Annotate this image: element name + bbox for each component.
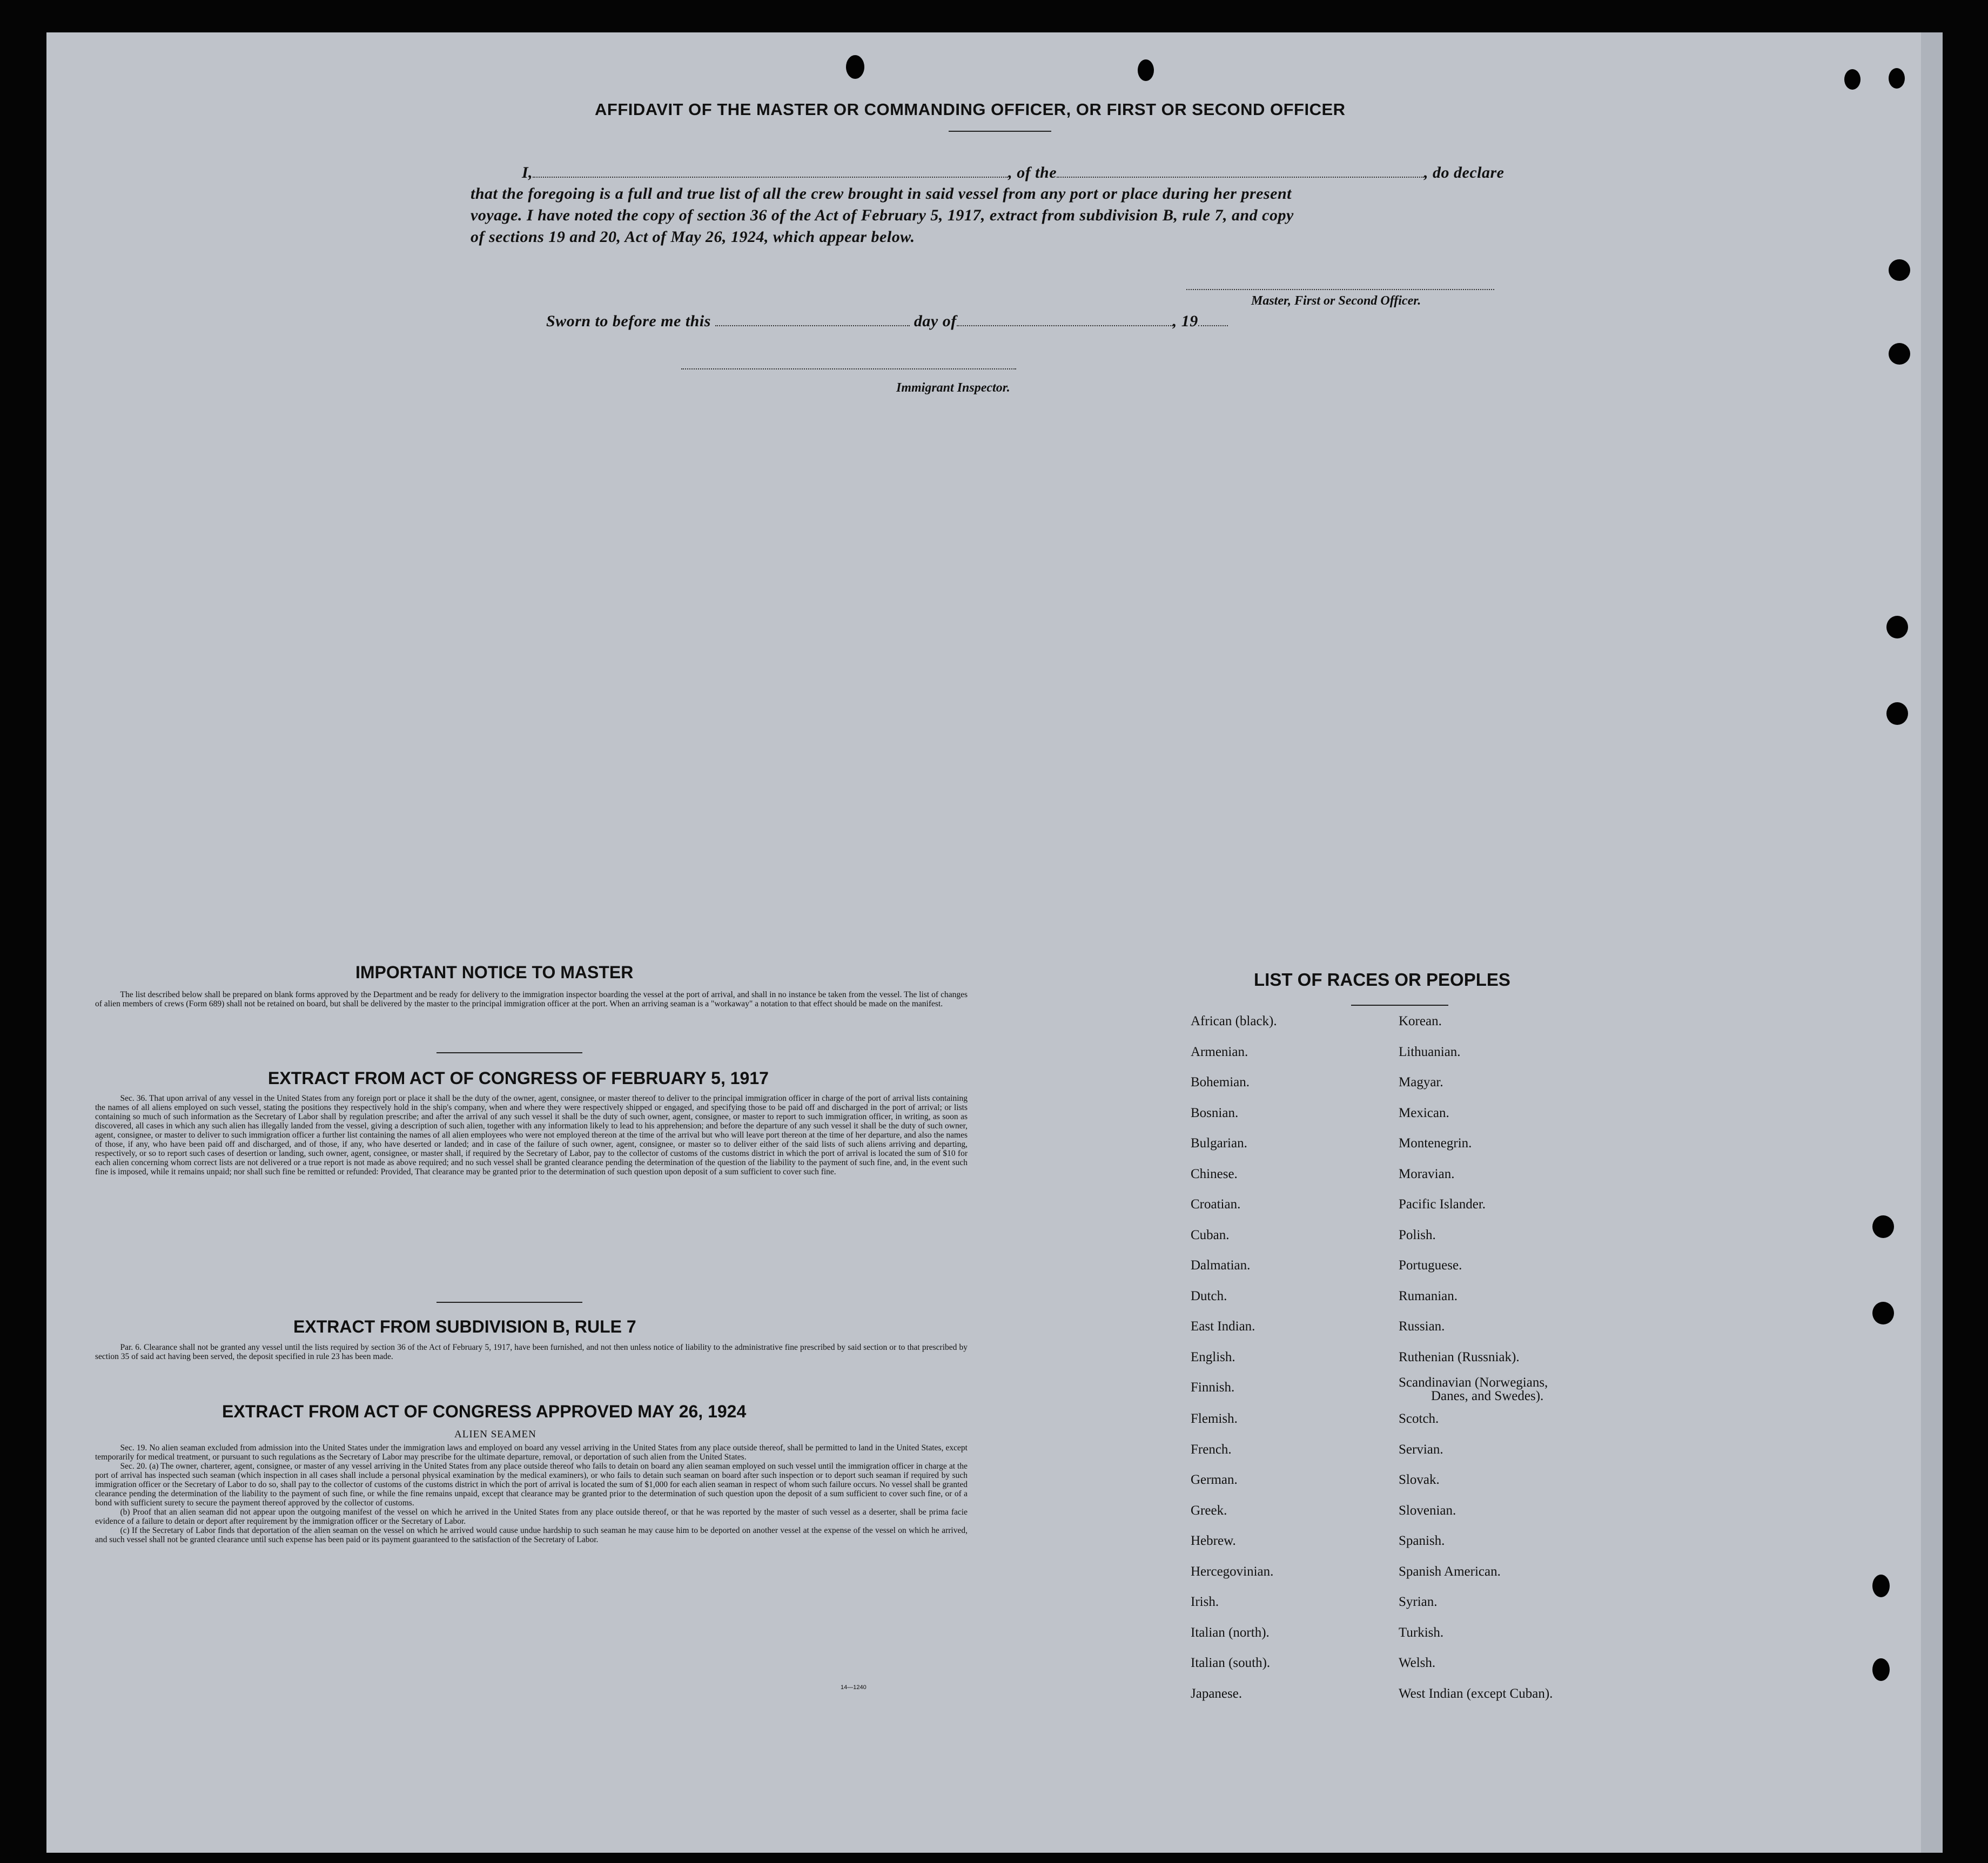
vessel-blank[interactable] [1057, 177, 1424, 178]
race-left-item: Croatian. [1191, 1197, 1241, 1212]
race-right-item: Scotch. [1399, 1411, 1439, 1426]
inspector-signature-line[interactable] [681, 368, 1016, 369]
race-left-item: Greek. [1191, 1503, 1227, 1518]
affidavit-line-2: that the foregoing is a full and true list of all the crew brought in said vessel from any port or place during her present [471, 185, 1292, 203]
affidavit-line-1 [522, 164, 1504, 182]
form-number: 14—1240 [841, 1684, 867, 1691]
race-right-item: Spanish. [1399, 1534, 1445, 1548]
sec-20c: (c) If the Secretary of Labor finds that deportation of the alien seaman on the vessel on which he arrived would cause undue hardship to such seaman he may cause him to be deported on another vessel at the expense of the vessel on which he arrived, and such vessel shall not be granted clearance until such expense has been paid or its payment guaranteed to the satisfaction of the Secretary of Labor. [95, 1526, 968, 1544]
affidavit-i-label: I, [522, 164, 533, 181]
day-of-label: day of [914, 312, 957, 330]
sworn-day-blank[interactable] [715, 325, 910, 326]
punch-hole [1886, 616, 1908, 638]
sec-20b: (b) Proof that an alien seaman did not appear upon the outgoing manifest of the vessel on which he arrived in the United States from any place outside thereof, or that he was reported by the master of such vessel as a deserter, shall be prima facie evidence of a failure to detain or deport after requirement by the immigration officer or the Secretary of Labor. [95, 1508, 968, 1526]
notice-text: The list described below shall be prepared on blank forms approved by the Department and be ready for delivery to the immigration inspector boarding the vessel at the port of arrival, and shall in no instance be taken from the vessel. The list of changes of alien members of crews (Form 689) shall not be retained on board, but shall be delivered by the master to the principal immigration officer at the port. When an arriving seaman is a "workaway" a notation to that effect should be made on the manifest. [95, 990, 968, 1008]
race-left-item: Cuban. [1191, 1228, 1230, 1242]
race-left-item: German. [1191, 1472, 1238, 1487]
race-left-item: Armenian. [1191, 1045, 1248, 1059]
race-left-item: Dalmatian. [1191, 1258, 1251, 1273]
sworn-month-blank[interactable] [957, 325, 1173, 326]
race-right-item: Korean. [1399, 1014, 1442, 1028]
races-title: LIST OF RACES OR PEOPLES [1254, 970, 1510, 990]
extract-1917-text: Sec. 36. That upon arrival of any vessel in the United States from any foreign port or place it shall be the duty of the owner, agent, consignee, or master thereof to deliver to the principal immigration officer in charge of the port of arrival lists containing the names of all aliens employed on such vessel, stating the positions they respectively hold in the ship's company, when and where they were respectively shipped or engaged, and specifying those to be paid off and discharged in the port of arrival; or lists containing so much of such information as the Secretary of Labor shall by regulation prescribe; and after the arrival of any such vessel it shall be the duty of such owner, agent, consignee, or master to report to such immigration officer, in writing, as soon as discovered, all cases in which any such alien has illegally landed from the vessel, giving a description of such alien, together with any information likely to lead to his apprehension; and before the departure of any such vessel it shall be the duty of such owner, agent, consignee, or master to deliver to such immigration officer a further list containing the names of all alien employees who were not employed thereon at the time of the arrival but who will leave port thereon at the time of her departure, and also the names of those, if any, who have been paid off and discharged, and of those, if any, who have deserted or landed; and in case of the failure of such owner, agent, consignee, or master so to deliver either of the said lists of such aliens arriving and departing, respectively, or so to report such cases of desertion or landing, such owner, agent, consignee, or master shall, if required by the Secretary of Labor, pay to the collector of customs of the customs district in which the port of arrival is located the sum of $10 for each alien concerning whom correct lists are not delivered or a true report is not made as above required; and no such vessel shall be granted clearance pending the determination of the question of the liability to the payment of such fine, and, in the event such fine is imposed, while it remains unpaid; nor shall such fine be remitted or refunded: Provided, That clearance may be granted prior to the determination of such question upon deposit of a sum sufficient to cover such fine. [95, 1094, 968, 1176]
divider [949, 131, 1051, 132]
punch-hole [846, 55, 864, 79]
race-right-item: Turkish. [1399, 1625, 1444, 1640]
race-right-item: Welsh. [1399, 1656, 1436, 1670]
year-label: , 19 [1172, 312, 1198, 330]
race-left-item: Chinese. [1191, 1167, 1238, 1181]
race-left-item: English. [1191, 1350, 1235, 1364]
divider [436, 1302, 582, 1303]
punch-hole [1889, 259, 1910, 281]
punch-hole [1844, 69, 1861, 90]
race-left-item: Bosnian. [1191, 1106, 1239, 1120]
sec-19: Sec. 19. No alien seaman excluded from admission into the United States under the immigration laws and employed on board any vessel arriving in the United States from any place outside thereof, shall be permitted to land in the United States, except temporarily for medical treatment, or pursuant to such regulations as the Secretary of Labor may prescribe for the ultimate departure, removal, or deportation of such alien from the United States. [95, 1443, 968, 1462]
race-right-item: Servian. [1399, 1442, 1443, 1457]
race-right-item: Slovenian. [1399, 1503, 1456, 1518]
sworn-line [546, 312, 1228, 331]
extract-rule7-text: Par. 6. Clearance shall not be granted any vessel until the lists required by section 36 of the Act of February 5, 1917, have been furnished, and not then unless notice of liability to the administrative fine prescribed by said section or to that prescribed by section 35 of said act having been served, the deposit specified in rule 23 has been made. [95, 1343, 968, 1361]
race-right-item: Syrian. [1399, 1595, 1438, 1609]
race-right-item: Slovak. [1399, 1472, 1440, 1487]
extract-rule7-title: EXTRACT FROM SUBDIVISION B, RULE 7 [293, 1317, 636, 1336]
punch-hole [1872, 1215, 1894, 1238]
race-left-item: Irish. [1191, 1595, 1219, 1609]
affidavit-line-4: of sections 19 and 20, Act of May 26, 1924, which appear below. [471, 228, 915, 246]
race-right-item: Russian. [1399, 1319, 1445, 1334]
punch-hole [1872, 1302, 1894, 1324]
divider [1351, 1005, 1448, 1006]
punch-hole [1872, 1575, 1890, 1597]
divider [436, 1052, 582, 1053]
inspector-signature-label: Immigrant Inspector. [896, 381, 1010, 395]
punch-hole [1872, 1658, 1890, 1681]
punch-hole [1889, 68, 1905, 89]
punch-hole [1889, 343, 1910, 365]
notice-title: IMPORTANT NOTICE TO MASTER [355, 963, 634, 982]
sworn-year-blank[interactable] [1198, 325, 1228, 326]
race-left-item: East Indian. [1191, 1319, 1255, 1334]
sworn-label: Sworn to before me this [546, 312, 711, 330]
race-left-item: French. [1191, 1442, 1232, 1457]
race-right-item: Moravian. [1399, 1167, 1455, 1181]
name-blank[interactable] [533, 177, 1008, 178]
race-right-item: West Indian (except Cuban). [1399, 1686, 1553, 1701]
affidavit-line-3: voyage. I have noted the copy of section 36 of the Act of February 5, 1917, extract from subdivision B, rule 7, and copy [471, 206, 1294, 224]
race-left-item: Italian (south). [1191, 1656, 1271, 1670]
race-right-item: Spanish American. [1399, 1564, 1501, 1579]
document-page [46, 32, 1943, 1853]
race-left-item: Finnish. [1191, 1380, 1235, 1395]
punch-hole [1886, 702, 1908, 725]
race-right-item: Rumanian. [1399, 1289, 1458, 1303]
extract-1924-text [95, 1443, 968, 1544]
race-left-item: Bulgarian. [1191, 1136, 1247, 1151]
adjacent-sheet-edge [1921, 32, 1943, 1853]
extract-1917-title: EXTRACT FROM ACT OF CONGRESS OF FEBRUARY 5, 1917 [268, 1068, 769, 1088]
race-left-item: Italian (north). [1191, 1625, 1270, 1640]
race-left-item: Flemish. [1191, 1411, 1238, 1426]
race-right-item: Montenegrin. [1399, 1136, 1472, 1151]
race-left-item: Bohemian. [1191, 1075, 1250, 1089]
alien-seamen-subtitle: ALIEN SEAMEN [454, 1429, 536, 1440]
race-right-item: Mexican. [1399, 1106, 1449, 1120]
race-left-item: Hercegovinian. [1191, 1564, 1274, 1579]
master-signature-label: Master, First or Second Officer. [1251, 294, 1421, 308]
affidavit-of-the-label: , of the [1008, 164, 1057, 181]
sec-20a: Sec. 20. (a) The owner, charterer, agent, consignee, or master of any vessel arriving in the United States from any place outside thereof who fails to detain on board any alien seaman employed on such vessel until the immigration officer in charge at the port of arrival has inspected such seaman (which inspection in all cases shall include a personal physical examination by the medical examiners), or who fails to detain such seaman on board after such inspection or to deport such seaman if required by such immigration officer or the Secretary of Labor to do so, shall pay to the collector of customs of the customs district in which the port of arrival is located the sum of $1,000 for each alien seaman in respect of whom such failure occurs. No vessel shall be granted clearance pending the determination of the liability to the payment of such fine, or while the fine remains unpaid, except that clearance may be granted prior to the determination of such question upon the deposit of a sum sufficient to cover such fine, or of a bond with sufficient surety to secure the payment thereof approved by the collector of customs. [95, 1462, 968, 1508]
race-right-item: Pacific Islander. [1399, 1197, 1486, 1212]
race-left-item: Dutch. [1191, 1289, 1227, 1303]
race-left-item: African (black). [1191, 1014, 1277, 1028]
race-right-item: Ruthenian (Russniak). [1399, 1350, 1520, 1364]
affidavit-declare-label: , do declare [1424, 164, 1505, 181]
master-signature-line[interactable] [1186, 289, 1494, 290]
race-right-item: Lithuanian. [1399, 1045, 1461, 1059]
race-left-item: Japanese. [1191, 1686, 1242, 1701]
race-right-item: Portuguese. [1399, 1258, 1462, 1273]
punch-hole [1138, 59, 1154, 81]
race-right-item: Polish. [1399, 1228, 1436, 1242]
race-right-item: Scandinavian (Norwegians, Danes, and Swedes). [1399, 1375, 1548, 1403]
extract-1924-title: EXTRACT FROM ACT OF CONGRESS APPROVED MAY 26, 1924 [222, 1402, 747, 1421]
race-right-item: Magyar. [1399, 1075, 1443, 1089]
affidavit-title: AFFIDAVIT OF THE MASTER OR COMMANDING OFFICER, OR FIRST OR SECOND OFFICER [595, 100, 1346, 119]
race-left-item: Hebrew. [1191, 1534, 1236, 1548]
